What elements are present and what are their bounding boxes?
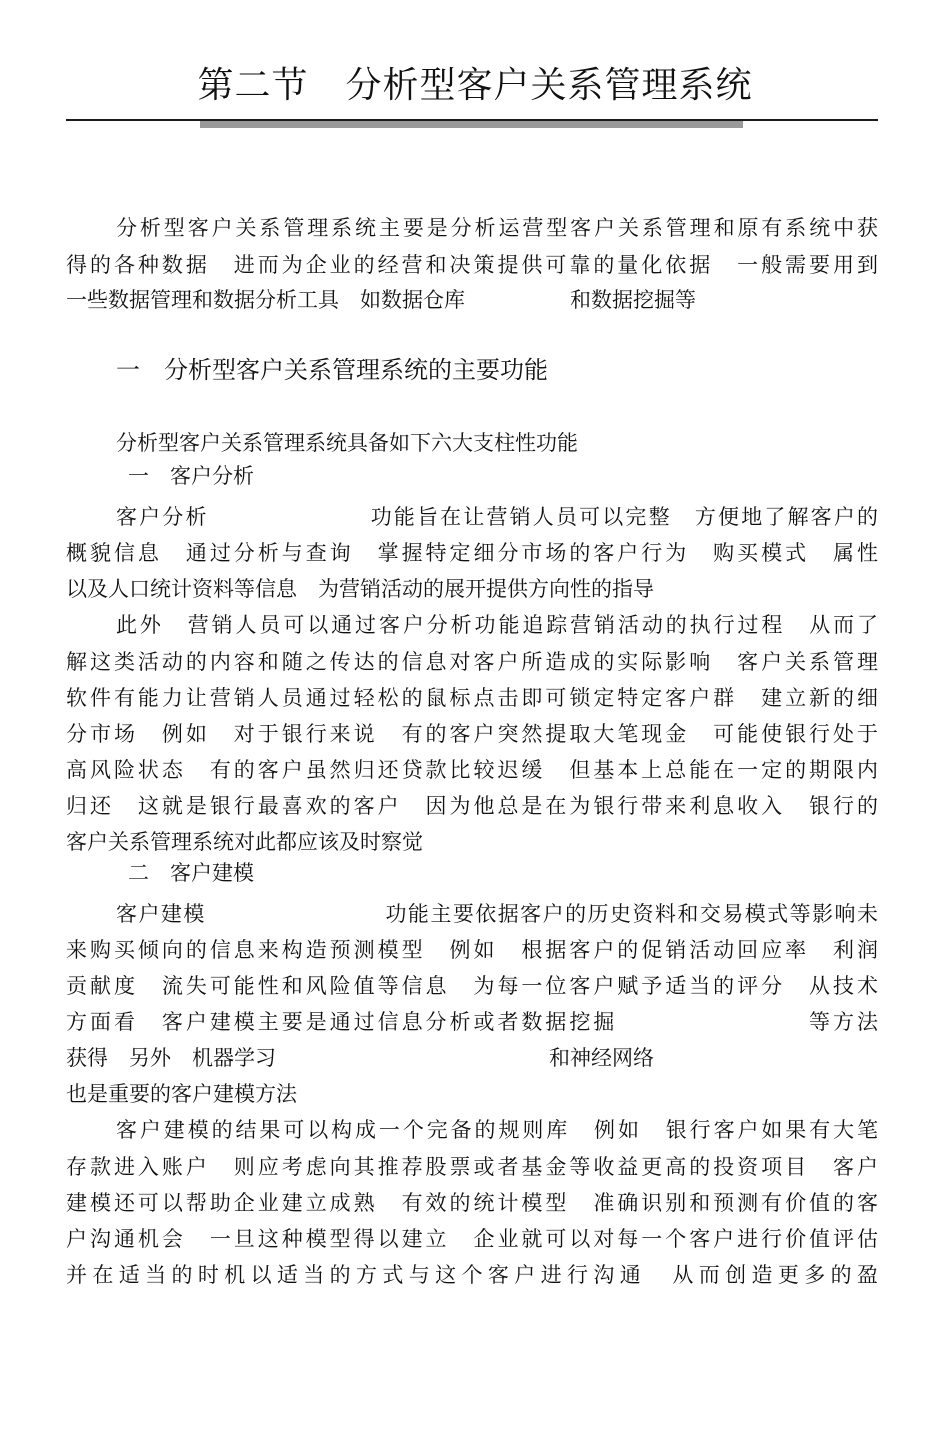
section-heading: 一 分析型客户关系管理系统的主要功能 bbox=[116, 356, 548, 384]
title-shadow-bar bbox=[200, 121, 743, 128]
sub2-para2-line-1: 客户建模的结果可以构成一个完备的规则库 例如 银行客户如果有大笔 bbox=[116, 1118, 878, 1142]
sub1-para2-line-3: 软件有能力让营销人员通过轻松的鼠标点击即可锁定特定客户群 建立新的细 bbox=[66, 686, 878, 710]
sub1-para2-line-5: 高风险状态 有的客户虽然归还贷款比较迟缓 但基本上总能在一定的期限内 bbox=[66, 758, 878, 782]
intro-line-2: 得的各种数据 进而为企业的经营和决策提供可靠的量化依据 一般需要用到 bbox=[66, 253, 878, 277]
sub2-para2-line-5: 并在适当的时机以适当的方式与这个客户进行沟通 从而创造更多的盈 bbox=[66, 1263, 878, 1287]
sub1-para2-line-2: 解这类活动的内容和随之传达的信息对客户所造成的实际影响 客户关系管理 bbox=[66, 650, 878, 674]
sub1-para2-line-6: 归还 这就是银行最喜欢的客户 因为他总是在为银行带来利息收入 银行的 bbox=[66, 794, 878, 818]
page-title: 第二节 分析型客户关系管理系统 bbox=[197, 65, 753, 106]
sub2-para2-line-4: 户沟通机会 一旦这种模型得以建立 企业就可以对每一个客户进行价值评估 bbox=[66, 1227, 878, 1251]
sub1-para1-line-2: 概貌信息 通过分析与查询 掌握特定细分市场的客户行为 购买模式 属性 bbox=[66, 541, 878, 565]
intro-line-3: 一些数据管理和数据分析工具 如数据仓库 和数据挖掘等 bbox=[66, 288, 696, 312]
subsection-heading-1: 一 客户分析 bbox=[128, 464, 254, 488]
sub2-para2-line-2: 存款进入账户 则应考虑向其推荐股票或者基金等收益更高的投资项目 客户 bbox=[66, 1155, 878, 1179]
sub2-para1-line-6: 也是重要的客户建模方法 bbox=[66, 1082, 297, 1106]
sub2-para1-line-5: 获得 另外 机器学习 和神经网络 bbox=[66, 1046, 654, 1070]
sub1-para1-line-1: 客户分析 功能旨在让营销人员可以完整 方便地了解客户的 bbox=[116, 505, 878, 529]
subsection-heading-2: 二 客户建模 bbox=[128, 861, 254, 885]
functions-intro: 分析型客户关系管理系统具备如下六大支柱性功能 bbox=[116, 431, 578, 455]
sub2-para1-line-3: 贡献度 流失可能性和风险值等信息 为每一位客户赋予适当的评分 从技术 bbox=[66, 974, 878, 998]
sub2-para1-line-4: 方面看 客户建模主要是通过信息分析或者数据挖掘 等方法 bbox=[66, 1010, 878, 1034]
sub2-para1-line-1: 客户建模 功能主要依据客户的历史资料和交易模式等影响未 bbox=[116, 902, 878, 926]
sub1-para1-line-3: 以及人口统计资料等信息 为营销活动的展开提供方向性的指导 bbox=[66, 577, 654, 601]
sub1-para2-line-1: 此外 营销人员可以通过客户分析功能追踪营销活动的执行过程 从而了 bbox=[116, 613, 878, 637]
sub1-para2-line-7: 客户关系管理系统对此都应该及时察觉 bbox=[66, 830, 423, 854]
sub1-para2-line-4: 分市场 例如 对于银行来说 有的客户突然提取大笔现金 可能使银行处于 bbox=[66, 722, 878, 746]
sub2-para2-line-3: 建模还可以帮助企业建立成熟 有效的统计模型 准确识别和预测有价值的客 bbox=[66, 1191, 878, 1215]
sub2-para1-line-2: 来购买倾向的信息来构造预测模型 例如 根据客户的促销活动回应率 利润 bbox=[66, 938, 878, 962]
intro-line-1: 分析型客户关系管理系统主要是分析运营型客户关系管理和原有系统中获 bbox=[116, 216, 878, 240]
